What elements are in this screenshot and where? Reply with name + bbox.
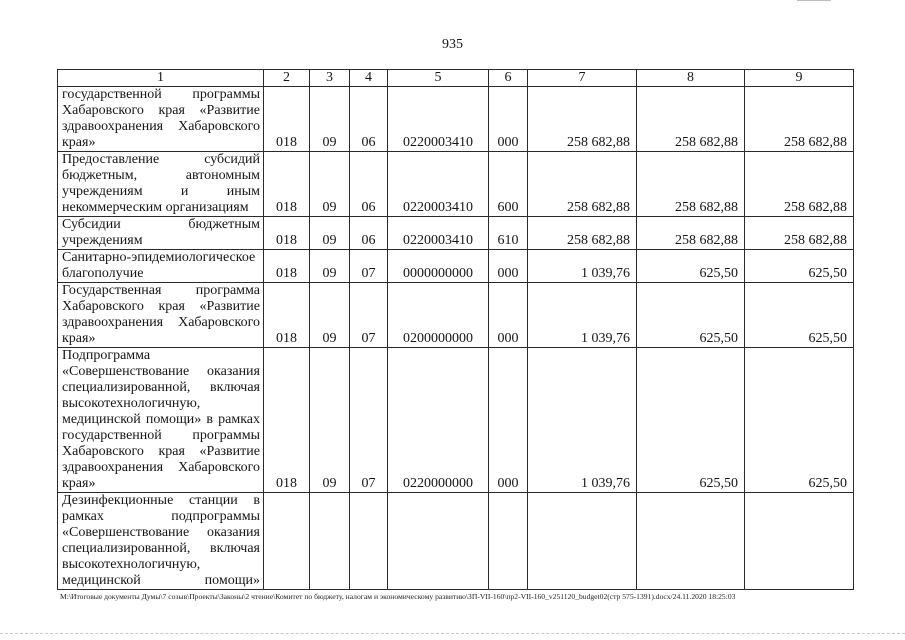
subsection-code-cell: 07: [350, 283, 388, 348]
expense-type-cell: 000: [489, 87, 528, 152]
table-row: [58, 283, 854, 348]
column-number-6: 6: [489, 70, 528, 87]
item-name-cell: [58, 250, 264, 283]
subsection-code-cell: 07: [350, 348, 388, 493]
scan-edge-line: [0, 633, 905, 634]
target-article-cell: 0000000000: [388, 250, 489, 283]
column-number-8: 8: [637, 70, 745, 87]
item-name-line: «Совершенствование оказания: [62, 525, 260, 540]
expense-type-cell: 000: [489, 250, 528, 283]
item-name-line: края»: [62, 476, 96, 491]
amount-cell-col7: 258 682,88: [528, 217, 637, 250]
item-name-line: государственной программы: [62, 87, 260, 102]
table-row: [58, 87, 854, 152]
item-name-line: специализированной, включая: [62, 380, 260, 395]
amount-cell-col8: 258 682,88: [637, 217, 745, 250]
item-name-line: высокотехнологичную,: [62, 557, 201, 572]
item-name-line: Предоставление субсидий: [62, 152, 260, 167]
amount-cell-col9: [745, 493, 854, 590]
subsection-code-cell: 07: [350, 250, 388, 283]
table-row: [58, 250, 854, 283]
item-name-line: Хабаровского края «Развитие: [62, 299, 260, 314]
section-code-cell: 09: [310, 152, 350, 217]
target-article-cell: 0220003410: [388, 152, 489, 217]
item-name-line: Хабаровского края «Развитие: [62, 103, 260, 118]
column-number-5: 5: [388, 70, 489, 87]
item-name-line: здравоохранения Хабаровского: [62, 119, 260, 134]
item-name-cell: [58, 87, 264, 152]
item-name-line: Санитарно-эпидемиологическое: [62, 250, 256, 265]
budget-table: [57, 69, 854, 590]
amount-cell-col9: 625,50: [745, 348, 854, 493]
table-row: [58, 493, 854, 590]
table-row: [58, 152, 854, 217]
expense-type-cell: 610: [489, 217, 528, 250]
section-code-cell: [310, 493, 350, 590]
table-row: [58, 348, 854, 493]
subsection-code-cell: 06: [350, 87, 388, 152]
amount-cell-col7: 1 039,76: [528, 348, 637, 493]
amount-cell-col7: [528, 493, 637, 590]
item-name-cell: [58, 217, 264, 250]
amount-cell-col7: 1 039,76: [528, 250, 637, 283]
amount-cell-col7: 258 682,88: [528, 152, 637, 217]
item-name-line: края»: [62, 135, 96, 150]
subsection-code-cell: 06: [350, 152, 388, 217]
column-number-2: 2: [264, 70, 310, 87]
column-number-row: [58, 70, 854, 87]
item-name-line: Дезинфекционные станции в: [62, 493, 260, 508]
table-header: [58, 70, 854, 87]
column-number-4: 4: [350, 70, 388, 87]
item-name-cell: [58, 348, 264, 493]
section-code-cell: 09: [310, 217, 350, 250]
target-article-cell: 0220003410: [388, 217, 489, 250]
amount-cell-col8: 258 682,88: [637, 87, 745, 152]
item-name-line: Подпрограмма: [62, 348, 151, 363]
section-code-cell: 09: [310, 283, 350, 348]
section-code-cell: 09: [310, 250, 350, 283]
column-number-7: 7: [528, 70, 637, 87]
subsection-code-cell: [350, 493, 388, 590]
item-name-line: рамках подпрограммы: [62, 509, 260, 524]
column-number-9: 9: [745, 70, 854, 87]
ministry-code-cell: 018: [264, 152, 310, 217]
item-name-line: бюджетным, автономным: [62, 168, 260, 183]
ministry-code-cell: 018: [264, 250, 310, 283]
item-name-line: высокотехнологичную,: [62, 396, 201, 411]
item-name-line: учреждениям: [62, 233, 143, 248]
item-name-line: Государственная программа: [62, 283, 260, 298]
expense-type-cell: 000: [489, 283, 528, 348]
amount-cell-col8: [637, 493, 745, 590]
item-name-line: здравоохранения Хабаровского: [62, 460, 260, 475]
item-name-line: края»: [62, 331, 96, 346]
ministry-code-cell: 018: [264, 217, 310, 250]
item-name-line: Хабаровского края «Развитие: [62, 444, 260, 459]
expense-type-cell: 600: [489, 152, 528, 217]
column-number-3: 3: [310, 70, 350, 87]
item-name-line: здравоохранения Хабаровского: [62, 315, 260, 330]
amount-cell-col8: 625,50: [637, 250, 745, 283]
column-number-1: 1: [58, 70, 264, 87]
amount-cell-col9: 258 682,88: [745, 87, 854, 152]
footer-file-path: M:\Итоговые документы Думы\7 созыв\Проекты\Законы\2 чтение\Комитет по бюджету, налогам и экономическому развитию\ЗП-VII-160\пр2-VII-160_v251120_budget02(стр 575-1391).docx/24.11.2020 18:25:03: [60, 592, 736, 601]
amount-cell-col7: 258 682,88: [528, 87, 637, 152]
ministry-code-cell: 018: [264, 87, 310, 152]
item-name-line: Субсидии бюджетным: [62, 217, 260, 232]
page-number: 935: [442, 37, 463, 52]
item-name-cell: [58, 283, 264, 348]
expense-type-cell: 000: [489, 348, 528, 493]
ministry-code-cell: 018: [264, 283, 310, 348]
subsection-code-cell: 06: [350, 217, 388, 250]
ministry-code-cell: [264, 493, 310, 590]
target-article-cell: [388, 493, 489, 590]
table-row: [58, 217, 854, 250]
section-code-cell: 09: [310, 87, 350, 152]
item-name-line: «Совершенствование оказания: [62, 364, 260, 379]
target-article-cell: 0200000000: [388, 283, 489, 348]
ministry-code-cell: 018: [264, 348, 310, 493]
item-name-line: медицинской помощи» в рамках: [62, 412, 260, 427]
item-name-line: учреждениям и иным: [62, 184, 260, 199]
item-name-line: медицинской помощи»: [62, 573, 260, 588]
item-name-line: специализированной, включая: [62, 541, 260, 556]
expense-type-cell: [489, 493, 528, 590]
target-article-cell: 0220000000: [388, 348, 489, 493]
amount-cell-col9: 258 682,88: [745, 152, 854, 217]
amount-cell-col7: 1 039,76: [528, 283, 637, 348]
amount-cell-col9: 258 682,88: [745, 217, 854, 250]
amount-cell-col8: 625,50: [637, 283, 745, 348]
target-article-cell: 0220003410: [388, 87, 489, 152]
table-body: [58, 87, 854, 590]
item-name-cell: [58, 152, 264, 217]
section-code-cell: 09: [310, 348, 350, 493]
amount-cell-col8: 258 682,88: [637, 152, 745, 217]
item-name-line: государственной программы: [62, 428, 260, 443]
scan-edge-mark: [797, 0, 831, 1]
amount-cell-col9: 625,50: [745, 250, 854, 283]
item-name-cell: [58, 493, 264, 590]
amount-cell-col8: 625,50: [637, 348, 745, 493]
amount-cell-col9: 625,50: [745, 283, 854, 348]
item-name-line: благополучие: [62, 266, 144, 281]
item-name-line: некоммерческим организациям: [62, 200, 249, 215]
